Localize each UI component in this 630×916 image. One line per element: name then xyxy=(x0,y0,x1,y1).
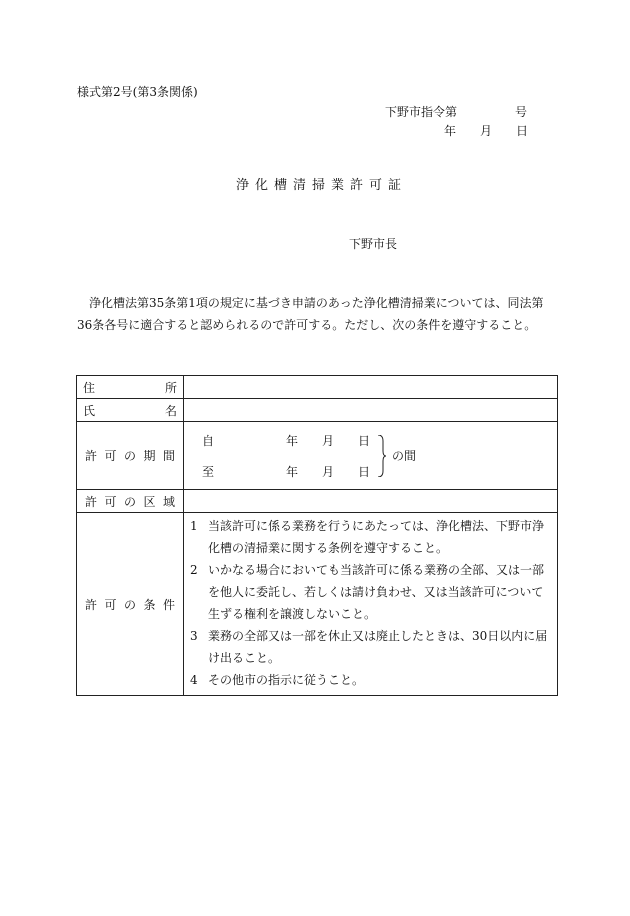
period-to-label: 至 xyxy=(202,464,215,479)
date-year: 年 xyxy=(444,124,457,138)
document-title: 浄化槽清掃業許可証 xyxy=(236,178,408,193)
reference-number-suffix: 号 xyxy=(515,105,528,119)
reference-number-prefix: 下野市指令第 xyxy=(385,105,458,119)
period-label: 許 可 の 期 間 xyxy=(77,422,184,490)
permit-statement: 浄化槽法第35条第1項の規定に基づき申請のあった浄化槽清掃業については、同法第36条各号に適合すると認められるので許可する。ただし、次の条件を遵守すること。 xyxy=(77,296,544,332)
table-row-area xyxy=(77,490,558,513)
name-label: 氏 名 xyxy=(77,399,184,422)
period-from-label: 自 xyxy=(202,433,215,448)
condition-item: 2 いかなる場合においても当該許可に係る業務の全部、又は一部を他人に委託し、若しくは請け負わせ、又は当該許可について生ずる権利を譲渡しないこと。 xyxy=(190,563,545,621)
issue-date xyxy=(444,123,528,139)
issuer: 下野市長 xyxy=(349,237,398,251)
permit-details-table xyxy=(76,375,558,696)
condition-item: 1 当該許可に係る業務を行うにあたっては、浄化槽法、下野市浄化槽の清掃業に関する条例を遵守すること。 xyxy=(190,519,545,555)
table-row-address xyxy=(77,376,558,399)
condition-item: 3 業務の全部又は一部を休止又は廃止したときは、30日以内に届け出ること。 xyxy=(190,629,548,665)
form-number: 様式第2号(第3条関係) xyxy=(77,85,198,99)
date-month: 月 xyxy=(480,124,493,138)
address-value xyxy=(184,376,558,399)
address-label: 住 所 xyxy=(77,376,184,399)
name-value xyxy=(184,399,558,422)
area-value xyxy=(184,490,558,513)
conditions-value xyxy=(184,513,558,696)
table-row-period xyxy=(77,422,558,490)
date-day: 日 xyxy=(516,124,529,138)
area-label: 許 可 の 区 域 xyxy=(77,490,184,513)
conditions-label: 許 可 の 条 件 xyxy=(77,513,184,696)
period-from-row: 自 年 月 日 xyxy=(202,433,371,448)
table-row-conditions xyxy=(77,513,558,696)
right-brace-icon xyxy=(378,435,386,477)
condition-item: 4 その他市の指示に従うこと。 xyxy=(190,673,365,687)
period-suffix: の間 xyxy=(392,448,417,463)
table-row-name xyxy=(77,399,558,422)
period-value xyxy=(184,422,558,490)
period-to-row: 至 年 月 日 xyxy=(202,464,371,479)
